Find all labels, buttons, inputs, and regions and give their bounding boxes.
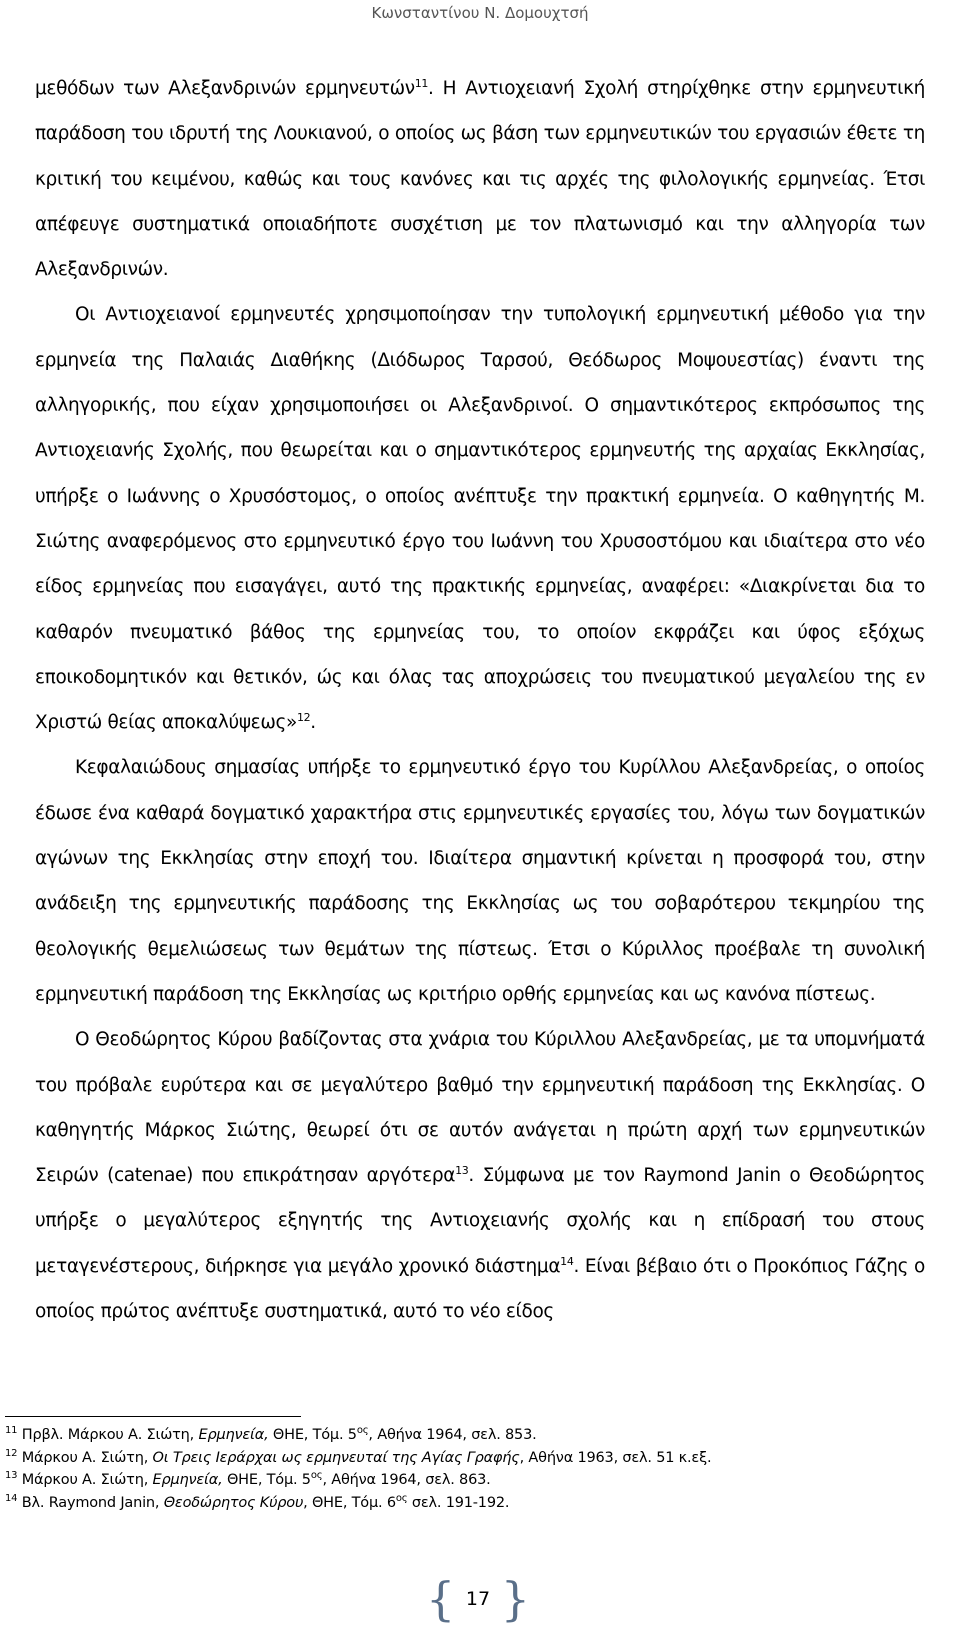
footnote-number: 12 — [5, 1447, 18, 1459]
footnote-text: Μάρκου Α. Σιώτη, — [21, 1472, 153, 1488]
footnote-number: 13 — [5, 1470, 18, 1482]
footnote-text: Μάρκου Α. Σιώτη, — [21, 1449, 153, 1466]
footnote-ref-12[interactable]: 12 — [296, 711, 311, 724]
footnote-text: Βλ. Raymond Janin, — [21, 1494, 164, 1511]
running-header: Κωνσταντίνου Ν. Δομουχτσή — [371, 4, 589, 22]
main-text — [35, 66, 925, 1334]
footnote-number: 14 — [5, 1492, 18, 1504]
footnote-11 — [5, 1424, 925, 1447]
p2-text-a: Οι Αντιοχειανοί ερμηνευτές χρησιμοποίησαν την τυπολογική ερμηνευτική μέθοδο για την ερμηνεία της Παλαιάς Διαθήκης (Διόδωρος Ταρσού, Θεόδωρος Μοψουεστίας) έναντι της αλληγορικής, που είχαν χρησιμοποιήσει οι Αλεξανδρινοί. Ο σημαντικότερος εκπρόσωπος της Αντιοχειανής Σχολής, που θεωρείται και ο σημαντικότερος ερμηνευτής της αρχαίας Εκκλησίας, υπήρξε ο Ιωάννης ο Χρυσόστομος, ο οποίος ανέπτυξε την πρακτική ερμηνεία. Ο καθηγητής Μ. Σιώτης αναφερόμενος στο ερμηνευτικό έργο του Ιωάννη του Χρυσοστόμου και ιδιαίτερα στο νέο είδος ερμηνείας που εισαγάγει, αυτό της πρακτικής ερμηνείας, αναφέρει: «Διακρίνεται δια το καθαρόν πνευματικό βάθος της ερμηνείας του, το οποίον εκφράζει και ύφος εξόχως εποικοδομητικόν και θετικόν, ώς και όλας τας αποχρώσεις του πνευματικού μεγαλείου της εν Χριστώ θείας αποκαλύψεως» — [35, 304, 925, 734]
p4-text-c: . Είναι βέβαιο ότι ο Προκόπιος Γάζης ο οποίος πρώτος ανέπτυξε συστηματικά, αυτό το νέο είδος — [35, 1255, 925, 1323]
footnote-text: , ΘΗΕ, Τόμ. 6 — [303, 1494, 396, 1511]
paragraph-2 — [35, 292, 925, 745]
footnote-title: Ερμηνεία, — [198, 1427, 269, 1443]
left-brace-icon: { — [426, 1572, 456, 1626]
footnote-ref-11[interactable]: 11 — [414, 76, 429, 90]
paragraph-4 — [35, 1017, 925, 1334]
footnote-12 — [5, 1447, 925, 1470]
footnote-text: , Αθήνα 1964, σελ. 853. — [368, 1427, 537, 1443]
p4-text-a: Ο Θεοδώρητος Κύρου βαδίζοντας στα χνάρια του Κύριλλου Αλεξανδρείας, με τα υπομνήματά του πρόβαλε ευρύτερα και σε μεγαλύτερο βαθμό την ερμηνευτική παράδοση της Εκκλησίας. Ο καθηγητής Μάρκος Σιώτης, θεωρεί ότι σε αυτόν ανάγεται η πρώτη αρχή των ερμηνευτικών Σειρών (catenae) που επικράτησαν αργότερα — [35, 1029, 925, 1187]
footnote-title: Οι Τρεις Ιεράρχαι ως ερμηνευταί της Αγίας Γραφής — [152, 1449, 520, 1466]
p1-text-b: . Η Αντιοχειανή Σχολή στηρίχθηκε στην ερμηνευτική παράδοση του ιδρυτή της Λουκιανού, ο οποίος ως βάση των ερμηνευτικών του εργασιών έθετε τη κριτική του κειμένου, καθώς και τους κανόνες και τις αρχές της φιλολογικής ερμηνείας. Έτσι απέφευγε συστηματικά οποιαδήποτε συσχέτιση με τον πλατωνισμό και την αλληγορία των Αλεξανδρινών. — [35, 78, 925, 281]
footnote-number: 11 — [5, 1425, 18, 1437]
footnote-title: Θεοδώρητος Κύρου — [163, 1494, 304, 1511]
footnote-13 — [5, 1469, 925, 1492]
ordinal-suffix: ος — [395, 1492, 408, 1504]
footnote-text: Πρβλ. Μάρκου Α. Σιώτη, — [21, 1427, 199, 1443]
footnote-14 — [5, 1492, 925, 1515]
ordinal-suffix: ος — [310, 1470, 323, 1482]
ordinal-suffix: ος — [356, 1425, 369, 1437]
paragraph-3: Κεφαλαιώδους σημασίας υπήρξε το ερμηνευτικό έργο του Κυρίλλου Αλεξανδρείας, ο οποίος έδωσε ένα καθαρά δογματικό χαρακτήρα στις ερμηνευτικές εργασίες του, λόγω των δογματικών αγώνων της Εκκλησίας στην εποχή του. Ιδιαίτερα σημαντική κρίνεται η προσφορά του, στην ανάδειξη της ερμηνευτικής παράδοσης της Εκκλησίας ως του σοβαρότερου τεκμηρίου της θεολογικής θεμελιώσεως των θεμάτων της πίστεως. Έτσι ο Κύριλλος προέβαλε τη συνολική ερμηνευτική παράδοση της Εκκλησίας ως κριτήριο ορθής ερμηνείας και ως κανόνα πίστεως. — [35, 757, 925, 1005]
p1-text-a: μεθόδων των Αλεξανδρινών ερμηνευτών — [35, 78, 415, 99]
page-number: 17 — [465, 1588, 491, 1610]
footnote-text: , Αθήνα 1964, σελ. 863. — [322, 1472, 491, 1488]
p4-text-b: . Σύμφωνα με τον Raymond Janin ο Θεοδώρητος υπήρξε ο μεγαλύτερος εξηγητής της Αντιοχειανής σχολής και η επίδρασή του στους μεταγενέστερους, διήρκησε για μεγάλο χρονικό διάστημα — [35, 1165, 925, 1277]
footnotes — [5, 1424, 925, 1514]
page-number-block — [426, 1573, 530, 1625]
right-brace-icon: } — [500, 1572, 530, 1626]
footnote-text: ΘΗΕ, Τόμ. 5 — [268, 1427, 357, 1443]
footnote-separator — [5, 1416, 301, 1417]
footnote-text: , Αθήνα 1963, σελ. 51 κ.εξ. — [519, 1449, 712, 1466]
paragraph-1 — [35, 66, 925, 292]
footnote-ref-14[interactable]: 14 — [560, 1254, 574, 1268]
footnote-ref-13[interactable]: 13 — [455, 1163, 469, 1177]
footnote-title: Ερμηνεία, — [152, 1472, 223, 1488]
footnote-text: σελ. 191-192. — [407, 1494, 510, 1511]
p2-text-b: . — [310, 712, 316, 734]
footnote-text: ΘΗΕ, Τόμ. 5 — [222, 1472, 311, 1488]
